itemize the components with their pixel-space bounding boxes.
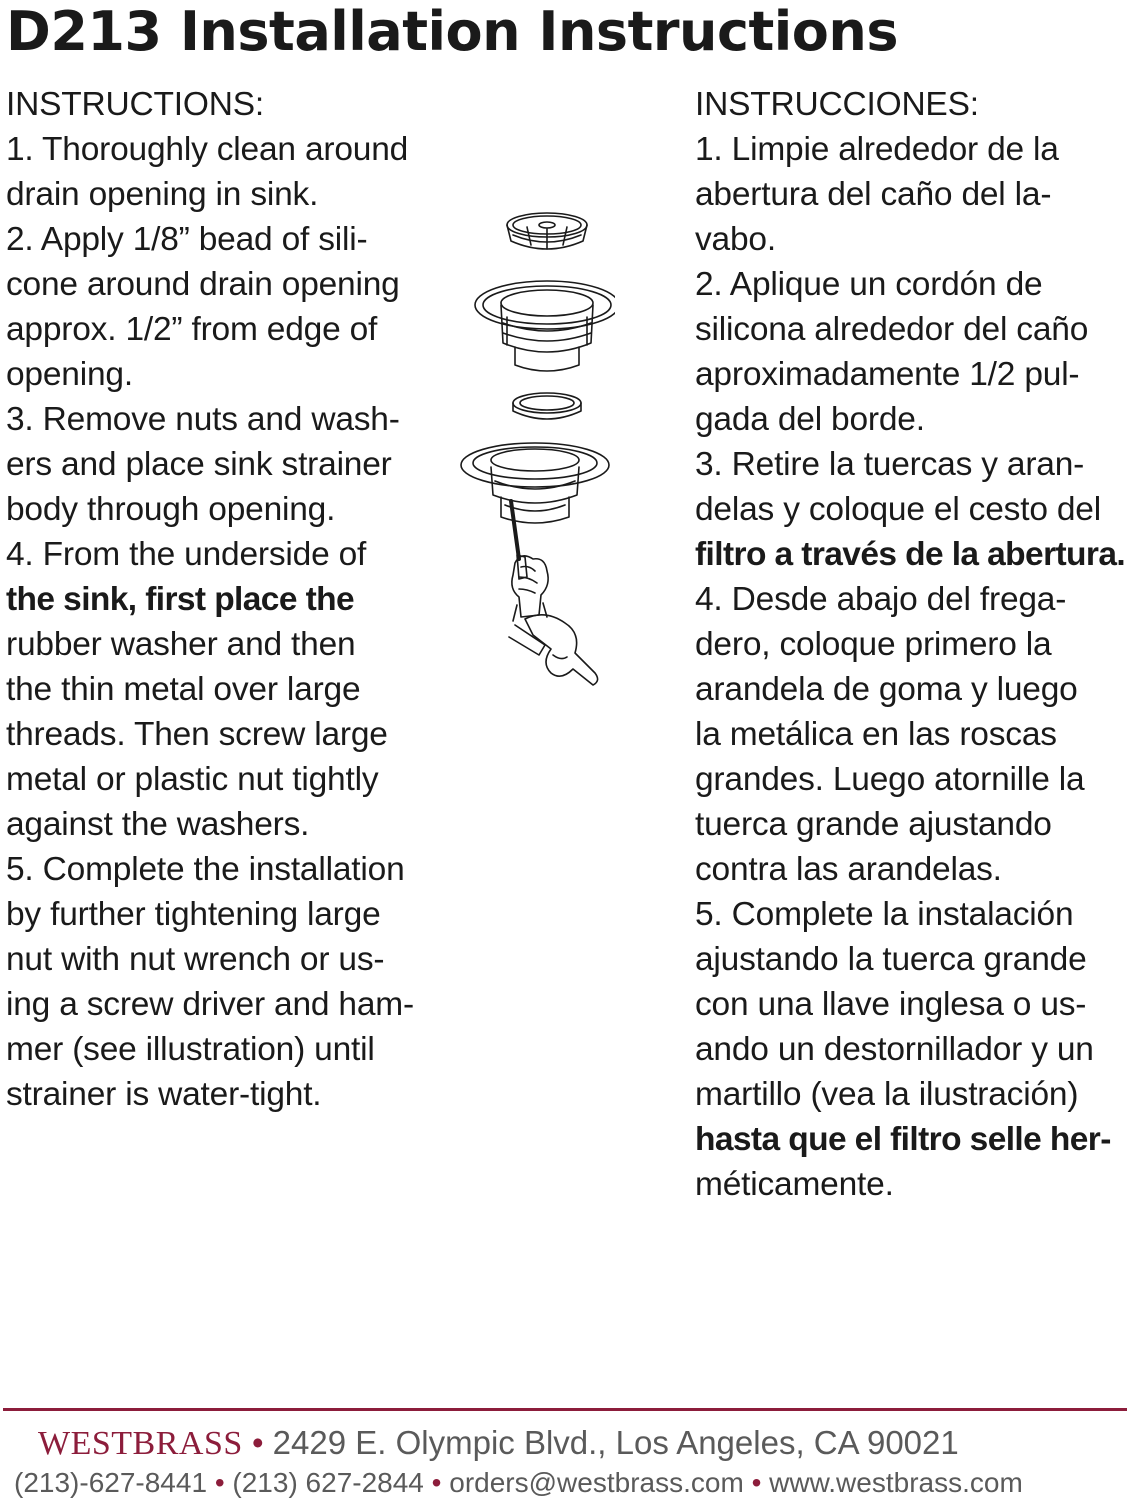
strainer-basket-icon bbox=[507, 213, 587, 249]
english-line: ing a screw driver and ham- bbox=[6, 986, 414, 1023]
english-line: the thin metal over large bbox=[6, 671, 361, 708]
spanish-line: gada del borde. bbox=[695, 401, 925, 438]
page-title: D213 Installation Instructions bbox=[6, 0, 898, 63]
spanish-line: hasta que el filtro selle her- bbox=[695, 1121, 1111, 1158]
english-line: rubber washer and then bbox=[6, 626, 356, 663]
english-line: opening. bbox=[6, 356, 133, 393]
spanish-line: contra las arandelas. bbox=[695, 851, 1002, 888]
english-line: threads. Then screw large bbox=[6, 716, 388, 753]
spanish-line: aproximadamente 1/2 pul- bbox=[695, 356, 1080, 393]
spanish-heading: INSTRUCCIONES: bbox=[695, 86, 979, 123]
english-line: approx. 1/2” from edge of bbox=[6, 311, 378, 348]
assembled-strainer-icon bbox=[461, 443, 609, 523]
footer-divider bbox=[3, 1408, 1127, 1411]
spanish-line: grandes. Luego atornille la bbox=[695, 761, 1085, 798]
hammer-icon bbox=[509, 615, 598, 685]
english-heading: INSTRUCTIONS: bbox=[6, 86, 264, 123]
spanish-line: dero, coloque primero la bbox=[695, 626, 1052, 663]
english-line: 3. Remove nuts and wash- bbox=[6, 401, 400, 438]
spanish-line: silicona alrededor del caño bbox=[695, 311, 1089, 348]
english-line: strainer is water-tight. bbox=[6, 1076, 322, 1113]
spanish-line: la metálica en las roscas bbox=[695, 716, 1057, 753]
spanish-line: 2. Aplique un cordón de bbox=[695, 266, 1043, 303]
spanish-line: ajustando la tuerca grande bbox=[695, 941, 1087, 978]
spanish-instructions bbox=[695, 82, 1131, 1207]
brand-logo: WESTBRASS bbox=[38, 1425, 243, 1462]
spanish-line: delas y coloque el cesto del bbox=[695, 491, 1101, 528]
footer-address-line bbox=[0, 1420, 1131, 1467]
spanish-line: 5. Complete la instalación bbox=[695, 896, 1074, 933]
spanish-line: vabo. bbox=[695, 221, 776, 258]
spanish-line: arandela de goma y luego bbox=[695, 671, 1078, 708]
spanish-line: 4. Desde abajo del frega- bbox=[695, 581, 1067, 618]
english-line: cone around drain opening bbox=[6, 266, 400, 303]
spanish-line: martillo (vea la ilustración) bbox=[695, 1076, 1079, 1113]
spanish-line: ando un destornillador y un bbox=[695, 1031, 1094, 1068]
strainer-assembly-illustration bbox=[455, 205, 615, 695]
strainer-body-icon bbox=[475, 281, 615, 371]
english-line: 4. From the underside of bbox=[6, 536, 367, 573]
english-line: metal or plastic nut tightly bbox=[6, 761, 379, 798]
english-line: 1. Thoroughly clean around bbox=[6, 131, 409, 168]
english-line: 5. Complete the installation bbox=[6, 851, 405, 888]
spanish-line: 3. Retire la tuercas y aran- bbox=[695, 446, 1085, 483]
english-line: the sink, first place the bbox=[6, 581, 355, 618]
english-line: by further tightening large bbox=[6, 896, 381, 933]
phone-1: (213)-627-8441 bbox=[14, 1467, 208, 1498]
spanish-line: tuerca grande ajustando bbox=[695, 806, 1052, 843]
english-line: ers and place sink strainer bbox=[6, 446, 392, 483]
address: 2429 E. Olympic Blvd., Los Angeles, CA 90021 bbox=[272, 1424, 959, 1461]
separator-dot: • bbox=[431, 1467, 442, 1498]
english-line: 2. Apply 1/8” bead of sili- bbox=[6, 221, 368, 258]
english-line: body through opening. bbox=[6, 491, 336, 528]
footer-contact-line bbox=[0, 1466, 1131, 1500]
separator-dot: • bbox=[751, 1467, 762, 1498]
english-line: against the washers. bbox=[6, 806, 310, 843]
website-link[interactable]: www.westbrass.com bbox=[769, 1467, 1023, 1498]
spanish-line: con una llave inglesa o us- bbox=[695, 986, 1087, 1023]
english-line: nut with nut wrench or us- bbox=[6, 941, 385, 978]
spanish-line: méticamente. bbox=[695, 1166, 894, 1203]
english-line: mer (see illustration) until bbox=[6, 1031, 375, 1068]
english-instructions bbox=[6, 82, 446, 1117]
spanish-line: 1. Limpie alrededor de la bbox=[695, 131, 1059, 168]
rubber-washer-icon bbox=[513, 393, 581, 419]
spanish-line: abertura del caño del la- bbox=[695, 176, 1052, 213]
phone-2: (213) 627-2844 bbox=[232, 1467, 424, 1498]
separator-dot: • bbox=[214, 1467, 225, 1498]
separator-dot: • bbox=[251, 1424, 264, 1461]
email-link[interactable]: orders@westbrass.com bbox=[449, 1467, 744, 1498]
english-line: drain opening in sink. bbox=[6, 176, 319, 213]
spanish-line: filtro a través de la abertura. bbox=[695, 536, 1126, 573]
